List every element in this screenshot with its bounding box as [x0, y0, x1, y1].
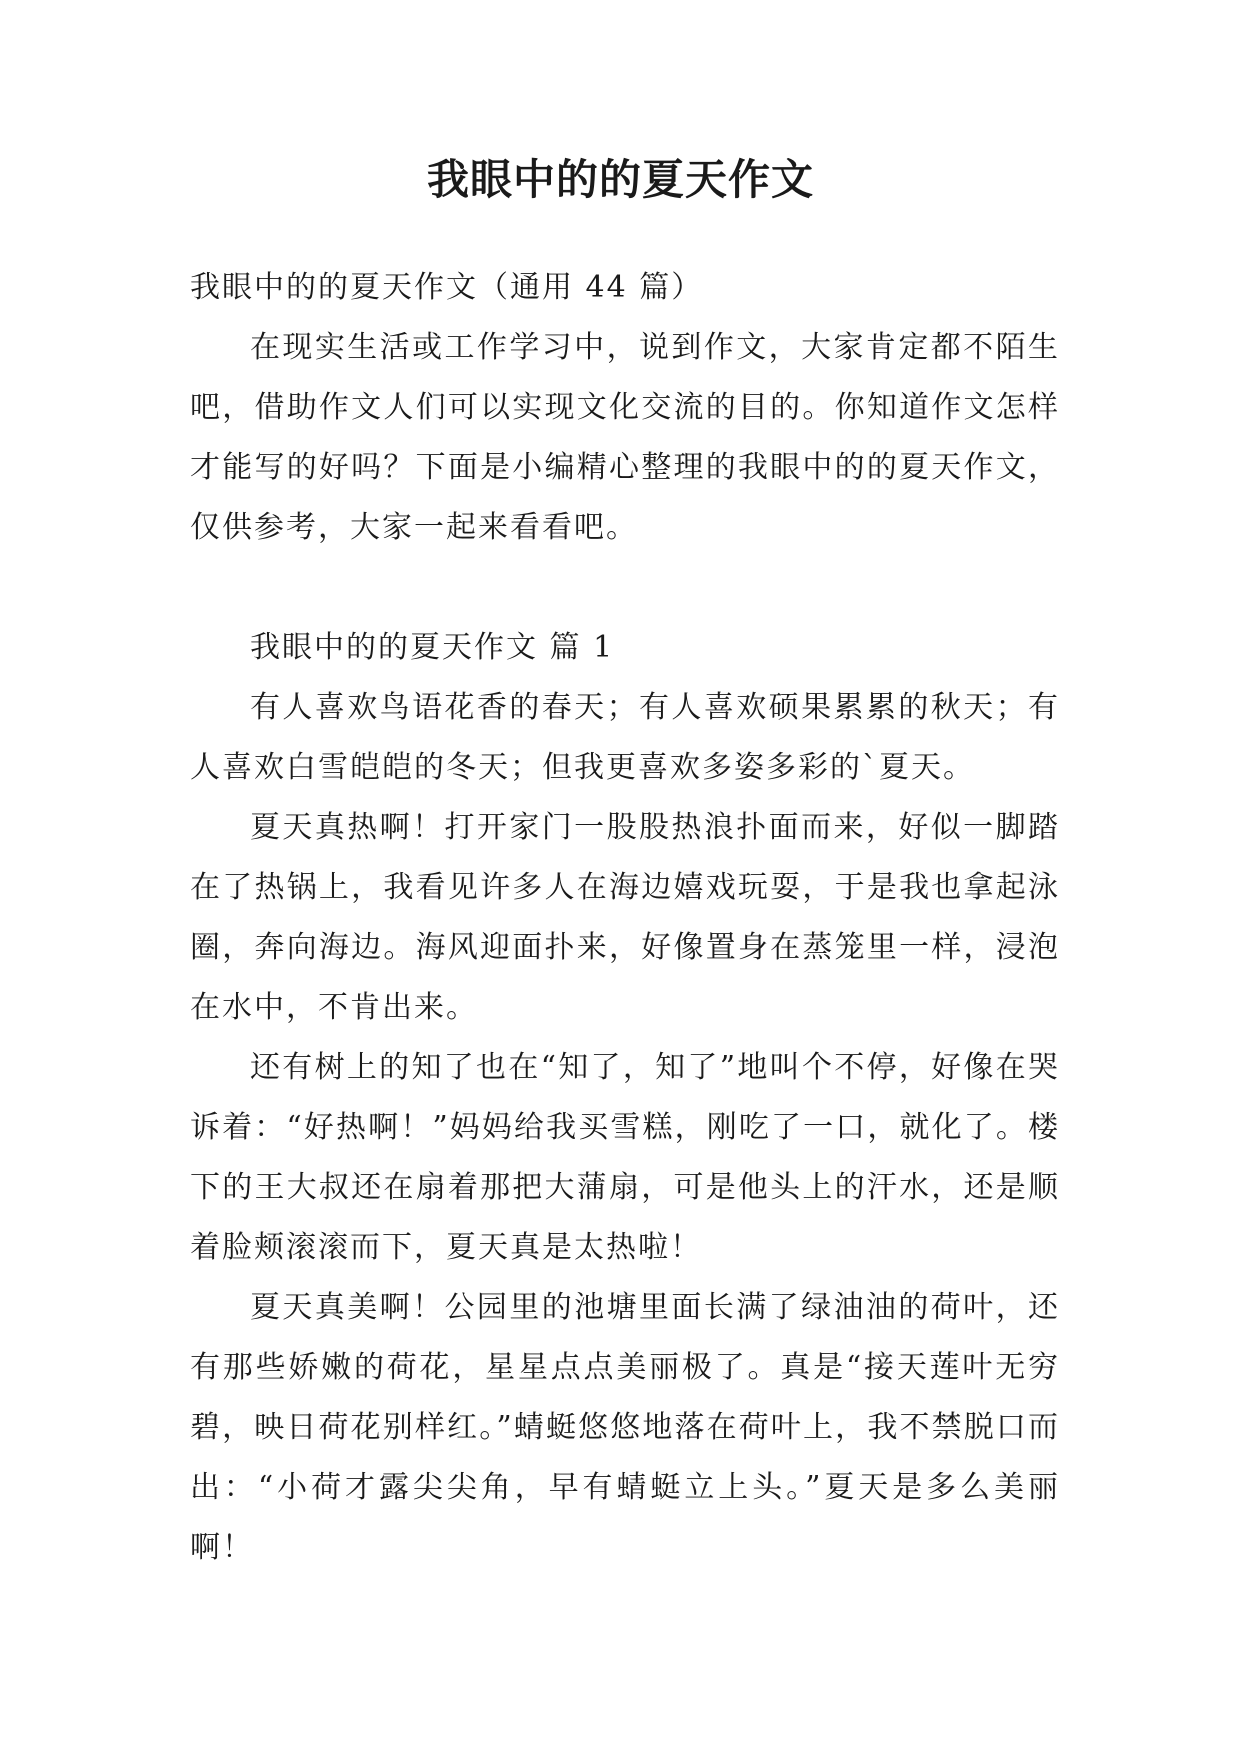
- body-paragraph: 还有树上的知了也在“知了，知了”地叫个不停，好像在哭诉着：“好热啊！”妈妈给我买雪糕，刚吃了一口，就化了。楼下的王大叔还在扇着那把大蒲扇，可是他头上的汗水，还是顺着脸颊滚滚而下，夏天真是太热啦！: [190, 1050, 1060, 1265]
- body-paragraph: 夏天真热啊！打开家门一股股热浪扑面而来，好似一脚踏在了热锅上，我看见许多人在海边嬉戏玩耍，于是我也拿起泳圈，奔向海边。海风迎面扑来，好像置身在蒸笼里一样，浸泡在水中，不肯出来。: [190, 810, 1060, 1025]
- document-subtitle: 我眼中的的夏天作文（通用 44 篇）: [190, 270, 704, 305]
- intro-paragraph: 在现实生活或工作学习中，说到作文，大家肯定都不陌生吧，借助作文人们可以实现文化交流的目的。你知道作文怎样才能写的好吗？下面是小编精心整理的我眼中的的夏天作文，仅供参考，大家一起来看看吧。: [190, 330, 1060, 545]
- section-gap: [190, 558, 1060, 618]
- section-heading: 我眼中的的夏天作文 篇 1: [250, 630, 615, 665]
- document-title: 我眼中的的夏天作文: [426, 155, 814, 204]
- body-paragraph: 有人喜欢鸟语花香的春天；有人喜欢硕果累累的秋天；有人喜欢白雪皑皑的冬天；但我更喜欢多姿多彩的`夏天。: [190, 690, 1060, 785]
- document-body: [190, 258, 1060, 1578]
- body-paragraph: 夏天真美啊！公园里的池塘里面长满了绿油油的荷叶，还有那些娇嫩的荷花，星星点点美丽极了。真是“接天莲叶无穷碧，映日荷花别样红。”蜻蜓悠悠地落在荷叶上，我不禁脱口而出：“小荷才露尖尖角，早有蜻蜓立上头。”夏天是多么美丽啊！: [190, 1290, 1060, 1565]
